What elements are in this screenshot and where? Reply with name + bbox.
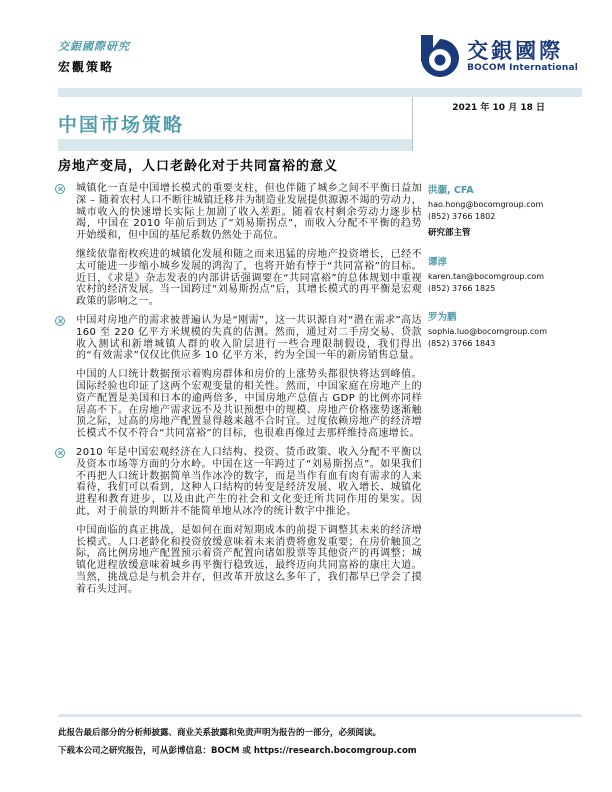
circled-asterisk-bullet-icon <box>55 316 65 326</box>
page-subtitle: 房地产变局，人口老龄化对于共同富裕的意义 <box>58 159 339 174</box>
analysts-sidebar <box>428 182 573 364</box>
report-date: 2021 年 10 月 18 日 <box>452 103 545 113</box>
logo-text <box>467 41 578 73</box>
footer-download-line <box>58 744 417 756</box>
report-paragraph <box>55 249 422 308</box>
circled-asterisk-bullet-icon <box>55 448 65 458</box>
analyst-block <box>428 254 573 293</box>
logo-name-en: BOCOM International <box>467 63 578 73</box>
column-divider <box>412 97 413 151</box>
report-paragraph <box>55 447 422 518</box>
analyst-email[interactable]: hao.hong@bocomgroup.com <box>428 200 544 209</box>
report-paragraph <box>55 525 422 596</box>
paragraph-text: 中国面临的真正挑战，是如何在面对短期成本的前提下调整其未来的经济增长模式。人口老龄化和投资放缓意味着未来消费将愈发重要；在房价触顶之际，高比例房地产配置预示着资产配置向诸如股票等其他资产的再调整；城镇化进程放缓意味着城乡再平衡行稳致远，最终迈向共同富裕的康庄大道。当然，挑战总是与机会并存，但改革开放这么多年了，我们都早已学会了摸着石头过河。 <box>76 524 422 595</box>
paragraph-text: 中国对房地产的需求被普遍认为是“刚需”，这一共识源自对“潜在需求”高达 160 至 220 亿平方米规模的失真的估测。然而，通过对二手房交易、贷款收入测试和新增城镇人群的收入阶层进行一些合理限制假设，我们得出的“有效需求”仅仅比供应多 10 亿平方米，约为全国一年的新房销售总量。 <box>76 314 422 362</box>
logo-name-cn: 交銀國際 <box>467 39 564 63</box>
analyst-email[interactable]: sophia.luo@bocomgroup.com <box>428 327 547 336</box>
footer-accent-rule <box>58 714 582 717</box>
analyst-name: 谭淳 <box>428 257 448 268</box>
footer-research-url[interactable]: https://research.bocomgroup.com <box>253 746 417 756</box>
report-paragraph <box>55 183 422 242</box>
masthead <box>58 38 130 75</box>
analyst-name: 洪灝, CFA <box>428 185 474 196</box>
report-body <box>55 183 422 603</box>
bocom-logo-mark-icon <box>414 33 460 81</box>
analyst-block <box>428 182 573 238</box>
analyst-phone: (852) 3766 1825 <box>428 284 496 293</box>
analyst-block <box>428 309 573 348</box>
footer-download-text: 下载本公司之研究报告，可从彭博信息：BOCM 或 <box>58 746 254 756</box>
paragraph-text: 2010 年是中国宏观经济在人口结构、投资、货币政策、收入分配不平衡以及资本市场等方面的分水岭。中国在这一年跨过了“刘易斯拐点”。如果我们不再把人口统计数据简单当作冰冷的数字，而是当作有血有肉有需求的人来看待，我们可以看到，这种人口结构的转变是经济发展、收入增长、城镇化进程和教育进步，以及由此产生的社会和文化变迁所共同作用的果实。因此，对于前景的判断并不能简单地从冰冷的统计数字中推论。 <box>76 446 422 517</box>
footer-disclaimer: 此报告最后部分的分析师披露、商业关系披露和免责声明为报告的一部分，必须阅读。 <box>58 728 382 738</box>
circled-asterisk-bullet-icon <box>55 184 65 194</box>
analyst-phone: (852) 3766 1802 <box>428 212 496 221</box>
paragraph-text: 城镇化一直是中国增长模式的重要支柱，但也伴随了城乡之间不平衡日益加深 – 随着农村人口不断往城镇迁移并为制造业发展提供源源不竭的劳动力，城市收入的快速增长实际上加剧了收入差距。随着农村剩余劳动力逐步枯竭，中国在 2010 年前后到达了“刘易斯拐点”，而收入分配不平衡的趋势开始缓和，但中国的基尼系数仍然处于高位。 <box>76 183 422 242</box>
analyst-phone: (852) 3766 1843 <box>428 339 496 348</box>
analyst-email[interactable]: karen.tan@bocomgroup.com <box>428 272 545 281</box>
analyst-name: 罗为鹏 <box>428 312 457 323</box>
report-paragraph <box>55 315 422 362</box>
research-label: 交銀國際研究 <box>58 40 130 53</box>
category-label: 宏觀策略 <box>58 60 115 74</box>
page-title: 中国市场策略 <box>58 114 185 136</box>
header-accent-band <box>58 88 582 97</box>
report-paragraph <box>55 369 422 440</box>
paragraph-text: 中国的人口统计数据预示着购房群体和房价的上涨势头都很快将达到峰值。国际经验也印证了这两个宏观变量的相关性。然而，中国家庭在房地产上的资产配置是美国和日本的逾两倍多，中国房地产总值占 GDP 的比例亦同样居高不下。在房地产需求远不及共识预想中的规模、房地产价格涨势逐渐触顶之际，过高的房地产配置显得越来越不合时宜。过度依赖房地产的经济增长模式不仅不符合“共同富裕”的目标，也很难再像过去那样维持高速增长。 <box>76 369 422 440</box>
title-accent-band <box>58 139 412 151</box>
analyst-title: 研究部主管 <box>428 228 471 238</box>
paragraph-text: 继续依靠衔枚疾进的城镇化发展和随之而来迅猛的房地产投资增长，已经不太可能进一步缩小城乡发展的鸿沟了，也将开始有悖于“共同富裕”的目标。近日，《求是》杂志发表的内部讲话强调要在“共同富裕”的总体规划中重视农村的经济发展。当一国跨过“刘易斯拐点”后，其增长模式的再平衡是宏观政策的影响之一。 <box>76 248 422 308</box>
bocom-logo <box>414 33 578 81</box>
